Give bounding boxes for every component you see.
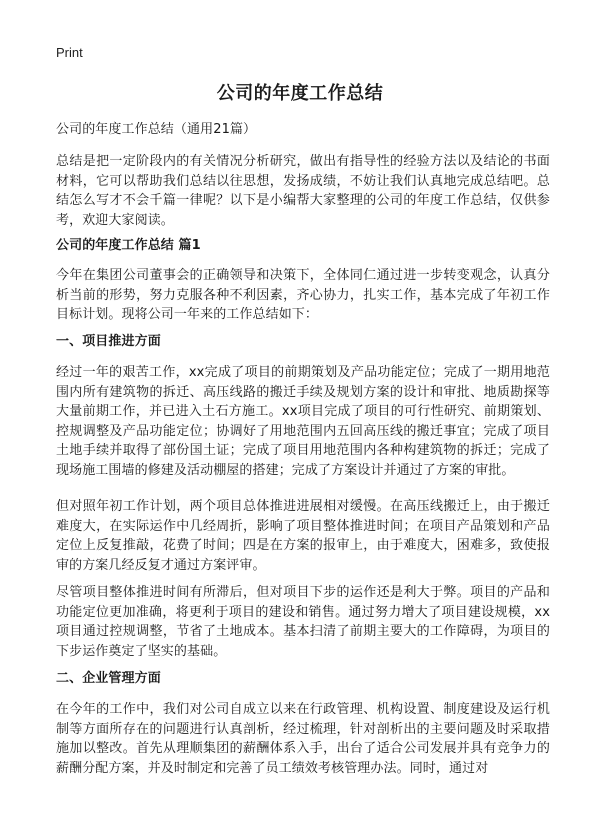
part2-heading: 二、企业管理方面 [56, 671, 161, 686]
print-label[interactable]: Print [56, 45, 83, 60]
section1-heading: 公司的年度工作总结 篇1 [56, 238, 201, 253]
part1-paragraph-2: 但对照年初工作计划，两个项目总体推进进展相对缓慢。在高压线搬迁上，由于搬迁难度大，在实际运作中几经周折，影响了项目整体推进时间；在项目产品策划和产品定位上反复推敲，花费了时间；四是在方案的报审上，由于难度大，困难多，致使报审的方案几经反复才通过方案评审。 [56, 499, 550, 573]
part1-heading: 一、项目推进方面 [56, 334, 161, 349]
part2-paragraph-1: 在今年的工作中，我们对公司自成立以来在行政管理、机构设置、制度建设及运行机制等方面所存在的问题进行认真剖析，经过梳理，针对剖析出的主要问题及时采取措施加以整改。首先从理顺集团的薪酬体系入手，出台了适合公司发展并具有竞争力的薪酬分配方案，并及时制定和完善了员工绩效考核管理办法。同时，通过对 [56, 702, 550, 776]
intro-paragraph: 总结是把一定阶段内的有关情况分析研究，做出有指导性的经验方法以及结论的书面材料，它可以帮助我们总结以往思想，发扬成绩，不妨让我们认真地完成总结吧。总结怎么写才不会千篇一律呢？以下是小编帮大家整理的公司的年度工作总结，仅供参考，欢迎大家阅读。 [56, 154, 550, 228]
part1-paragraph-3: 尽管项目整体推进时间有所滞后，但对项目下步的运作还是利大于弊。项目的产品和功能定位更加准确，将更利于项目的建设和销售。通过努力增大了项目建设规模，xx项目通过控规调整，节省了土地成本。基本扫清了前期主要大的工作障碍，为项目的下步运作奠定了坚实的基础。 [56, 585, 550, 659]
document-title: 公司的年度工作总结 [216, 83, 384, 104]
section1-paragraph: 今年在集团公司董事会的正确领导和决策下，全体同仁通过进一步转变观念，认真分析当前的形势，努力克服各种不利因素，齐心协力，扎实工作，基本完成了年初工作目标计划。现将公司一年来的工作总结如下： [56, 268, 550, 322]
document-subtitle: 公司的年度工作总结（通用21篇） [56, 122, 257, 137]
part1-paragraph-1: 经过一年的艰苦工作，xx完成了项目的前期策划及产品功能定位；完成了一期用地范围内所有建筑物的拆迁、高压线路的搬迁手续及规划方案的设计和审批、地质勘探等大量前期工作，并已进入土石方施工。xx项目完成了项目的可行性研究、前期策划、控规调整及产品功能定位；协调好了用地范围内五回高压线的搬迁事宜；完成了项目土地手续并取得了部份国土证；完成了项目用地范围内各种构建筑物的拆迁；完成了现场施工围墙的修建及活动棚屋的搭建；完成了方案设计并通过了方案的审批。 [56, 365, 550, 478]
